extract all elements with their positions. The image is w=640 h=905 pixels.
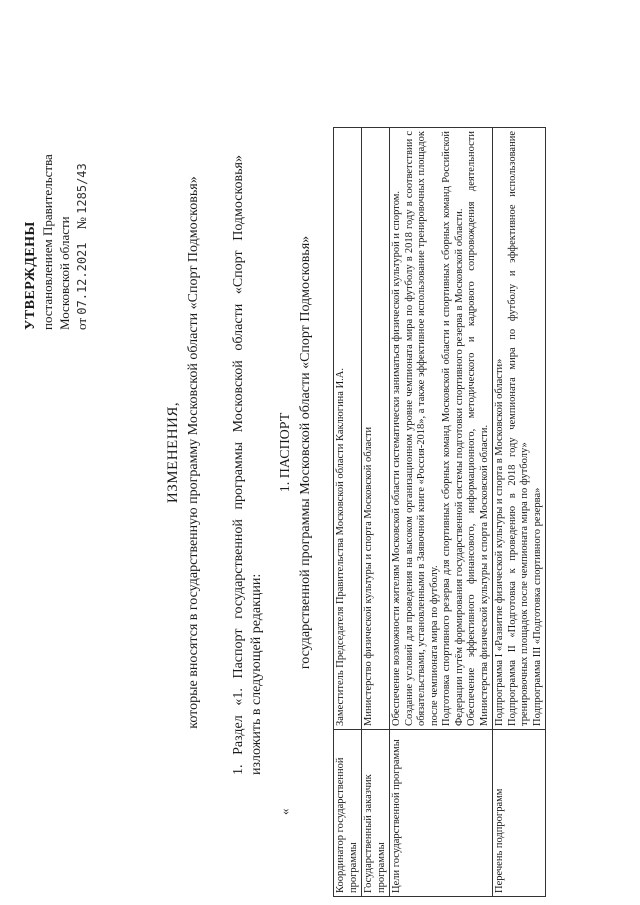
goals-cell	[390, 128, 493, 730]
passport-subtitle: государственной программы Московской области «Спорт Подмосковья»	[298, 235, 313, 670]
passport-table	[333, 127, 546, 897]
approval-line-1: постановлением Правительства	[40, 154, 55, 330]
goal-item: Обеспечение эффективного финансового, информационного, методического и кадрового сопровождения деятельности Министерства физической культуры и спорта Московской области.	[466, 131, 490, 726]
subprograms-cell	[493, 128, 546, 730]
table-row	[493, 128, 546, 897]
goals-label: Цели государственной программы	[390, 730, 493, 897]
coordinator-value: Заместитель Председателя Правительства Московской области Каклюгина И.А.	[334, 128, 362, 730]
approval-line-2: Московской области	[57, 216, 72, 330]
table-row	[362, 128, 390, 897]
opening-quote: «	[277, 808, 292, 815]
subprogram-item: Подпрограмма III «Подготовка спортивного резерва»	[531, 487, 543, 726]
subprogram-item: Подпрограмма I «Развитие физической культуры и спорта в Московской области»	[494, 358, 505, 726]
goal-item: Создание условий для проведения на высоком организационном уровне чемпионата мира по футболу в 2018 году в соответствии с обязательствами, установленными в Заявочной книге «Россия-2018», а также эффективное использование тренировочных площадок после чемпионата мира по футболу.	[403, 131, 440, 726]
subprogram-item: Подпрограмма II «Подготовка к проведению в 2018 году чемпионата мира по футболу и эффективное использование тренировочных площадок после чемпионата мира по футболу»	[506, 131, 530, 726]
goal-item: Подготовка спортивного резерва для спортивных сборных команд Московской области и спортивных сборных команд Российской Федерации путём формирования государственной системы подготовки спортивного резерва в Московской области.	[441, 131, 465, 726]
approval-date: 07.12.2021	[75, 242, 89, 315]
table-row	[334, 128, 362, 897]
approval-heading: УТВЕРЖДЕНЫ	[23, 221, 38, 330]
passport-title: 1. ПАСПОРТ	[278, 412, 293, 493]
document-subtitle: которые вносятся в государственную программу Московской области «Спорт Подмосковья»	[186, 176, 201, 729]
coordinator-label: Координатор государственной программы	[334, 730, 362, 897]
subprograms-label: Перечень подпрограмм	[493, 730, 546, 897]
goal-item: Обеспечение возможности жителям Московской области систематически заниматься физической культурой и спортом.	[391, 190, 402, 726]
table-row	[390, 128, 493, 897]
number-prefix: №	[74, 217, 89, 230]
customer-value: Министерство физической культуры и спорта Московской области	[362, 128, 390, 730]
approval-stamp	[22, 30, 91, 330]
approval-number: 1285/43	[75, 163, 89, 214]
intro-paragraph: 1. Раздел «1. Паспорт государственной программы Московской области «Спорт Подмосковья» изложить в следующей редакции:	[231, 155, 264, 775]
date-prefix: от	[74, 317, 89, 330]
approval-date-line	[73, 30, 91, 330]
customer-label: Государственный заказчик программы	[362, 730, 390, 897]
document-title: ИЗМЕНЕНИЯ,	[165, 401, 181, 504]
